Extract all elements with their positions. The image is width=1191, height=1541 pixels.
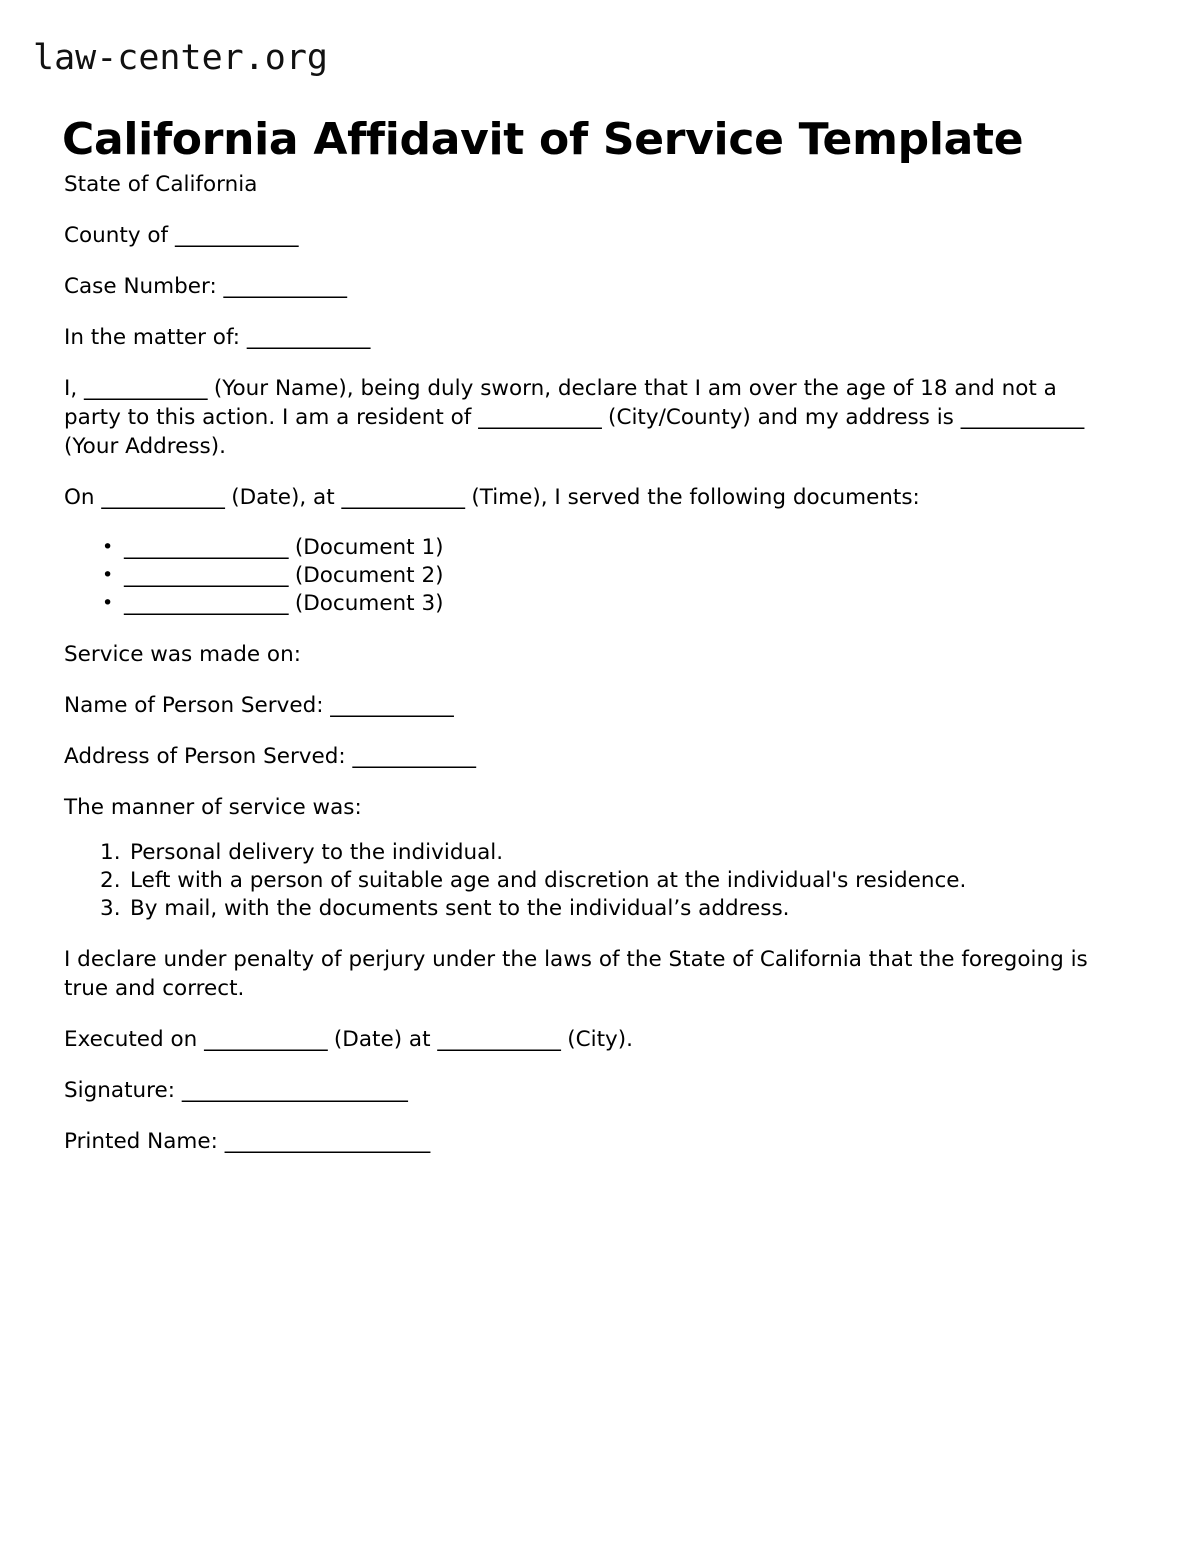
- spacer: [64, 923, 1104, 945]
- service-time-blank[interactable]: ____________: [341, 485, 465, 510]
- document-1-blank[interactable]: ________________: [124, 535, 288, 560]
- documents-list: [64, 534, 1104, 618]
- perjury-paragraph: I declare under penalty of perjury under the laws of the State of California that the foregoing is true and correct.: [64, 947, 1088, 1001]
- printed-name-label: Printed Name:: [64, 1129, 225, 1154]
- spacer: [64, 199, 1104, 221]
- manner-of-service-list: [64, 839, 1104, 923]
- declarant-residence-blank[interactable]: ____________: [478, 405, 602, 430]
- list-item: [102, 590, 1104, 618]
- spacer: [64, 1003, 1104, 1025]
- service-datetime-line: [64, 483, 1104, 512]
- document-3-blank[interactable]: ________________: [124, 591, 288, 616]
- service-date-blank[interactable]: ____________: [101, 485, 225, 510]
- declaration-paragraph: [64, 374, 1104, 461]
- list-item: [102, 534, 1104, 562]
- spacer: [64, 461, 1104, 483]
- list-item: By mail, with the documents sent to the individual’s address.: [130, 896, 790, 921]
- matter-blank[interactable]: ____________: [246, 325, 370, 350]
- declarant-name-blank[interactable]: ____________: [84, 376, 208, 401]
- name-of-person-served-line: [64, 691, 1104, 720]
- spacer: [64, 512, 1104, 534]
- manner-intro-line: The manner of service was:: [64, 795, 362, 820]
- matter-line: [64, 323, 1104, 352]
- spacer: [64, 301, 1104, 323]
- executed-text-2: (Date) at: [327, 1027, 438, 1052]
- document-2-blank[interactable]: ________________: [124, 563, 288, 588]
- address-of-person-served-line: [64, 742, 1104, 771]
- county-label: County of: [64, 223, 175, 248]
- executed-text-3: (City).: [560, 1027, 633, 1052]
- list-item: Personal delivery to the individual.: [130, 840, 504, 865]
- page-title: California Affidavit of Service Template: [62, 114, 1024, 166]
- address-served-label: Address of Person Served:: [64, 744, 353, 769]
- signature-label: Signature:: [64, 1078, 182, 1103]
- executed-line: [64, 1025, 1104, 1054]
- name-served-label: Name of Person Served:: [64, 693, 331, 718]
- declaration-text-4: (Your Address).: [64, 434, 226, 459]
- list-item: Left with a person of suitable age and discretion at the individual's residence.: [130, 868, 967, 893]
- site-name: law-center.org: [33, 38, 329, 78]
- spacer: [64, 1105, 1104, 1127]
- case-number-line: [64, 272, 1104, 301]
- case-number-label: Case Number:: [64, 274, 224, 299]
- printed-name-line: [64, 1127, 1104, 1156]
- spacer: [64, 618, 1104, 640]
- declaration-text-1: I,: [64, 376, 85, 401]
- spacer: [64, 771, 1104, 793]
- document-2-label: (Document 2): [288, 563, 444, 588]
- county-line: [64, 221, 1104, 250]
- signature-line: [64, 1076, 1104, 1105]
- declaration-text-3: (City/County) and my address is: [601, 405, 961, 430]
- signature-blank[interactable]: ______________________: [181, 1078, 408, 1103]
- document-body: [64, 170, 1104, 1156]
- printed-name-blank[interactable]: ____________________: [224, 1129, 430, 1154]
- county-blank[interactable]: ____________: [174, 223, 298, 248]
- executed-text-1: Executed on: [64, 1027, 205, 1052]
- case-number-blank[interactable]: ____________: [223, 274, 347, 299]
- state-line: State of California: [64, 172, 258, 197]
- declarant-address-blank[interactable]: ____________: [960, 405, 1084, 430]
- spacer: [64, 822, 1104, 839]
- declaration-text-2: (Your Name), being duly sworn, declare that I am over the age of 18 and not a party to this action. I am a resident of: [64, 376, 1057, 430]
- name-served-blank[interactable]: ____________: [330, 693, 454, 718]
- document-3-label: (Document 3): [288, 591, 444, 616]
- executed-date-blank[interactable]: ____________: [204, 1027, 328, 1052]
- spacer: [64, 669, 1104, 691]
- spacer: [64, 1054, 1104, 1076]
- spacer: [64, 250, 1104, 272]
- served-text-3: (Time), I served the following documents:: [464, 485, 920, 510]
- document-1-label: (Document 1): [288, 535, 444, 560]
- served-text-1: On: [64, 485, 102, 510]
- executed-city-blank[interactable]: ____________: [437, 1027, 561, 1052]
- served-text-2: (Date), at: [224, 485, 342, 510]
- spacer: [64, 352, 1104, 374]
- matter-label: In the matter of:: [64, 325, 247, 350]
- service-made-on-line: Service was made on:: [64, 642, 301, 667]
- address-served-blank[interactable]: ____________: [352, 744, 476, 769]
- list-item: [102, 562, 1104, 590]
- spacer: [64, 720, 1104, 742]
